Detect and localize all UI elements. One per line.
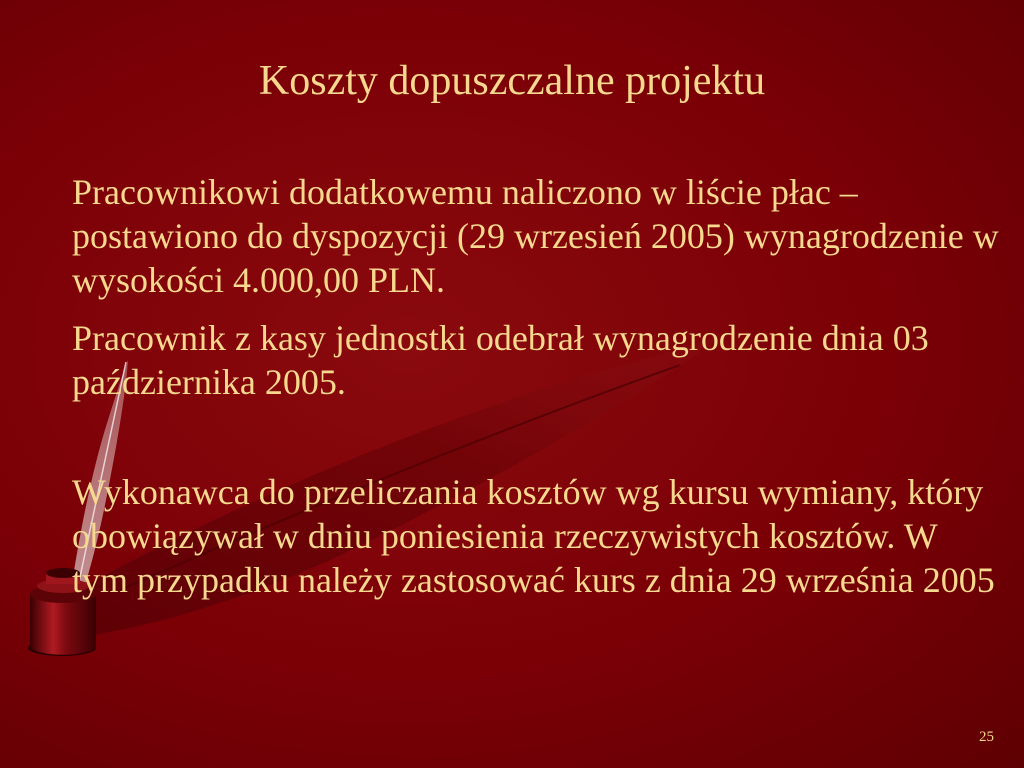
- paragraph-salary-accrual: Pracownikowi dodatkowemu naliczono w liście płac – postawiono do dyspozycji (29 wrzesień 2005) wynagrodzenie w wysokości 4.000,00 PLN.: [72, 172, 999, 300]
- paragraph-salary-collection: Pracownik z kasy jednostki odebrał wynagrodzenie dnia 03 października 2005.: [72, 318, 929, 402]
- slide-body: [72, 170, 1002, 602]
- slide-title: Koszty dopuszczalne projektu: [258, 58, 766, 104]
- paragraph-exchange-rate: Wykonawca do przeliczania kosztów wg kursu wymiany, który obowiązywał w dniu poniesienia rzeczywistych kosztów. W tym przypadku należy zastosować kurs z dnia 29 września 2005: [72, 472, 995, 600]
- slide-number: 25: [979, 729, 994, 745]
